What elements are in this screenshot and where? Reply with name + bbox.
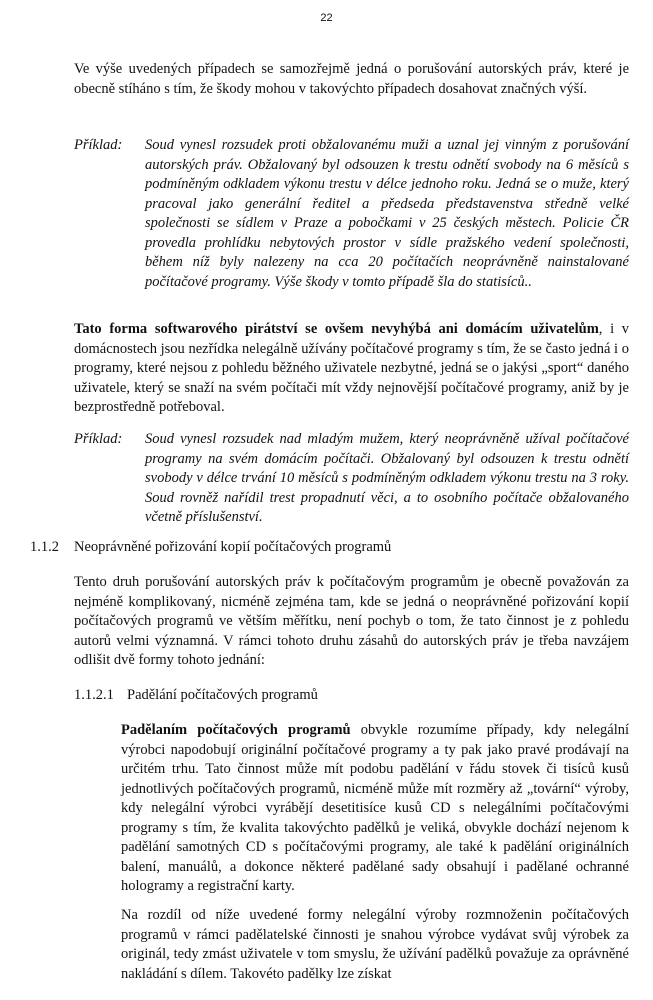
paragraph-text: obvykle rozumíme případy, kdy nelegální výrobci napodobují originální počítačové programy a ty pak jako pravé prodávají na určitém trhu. Tato činnost může mít podobu padělání v řádu stovek či tisíců kusů jednotlivých počítačových programů, nicméně může mít rozměry až „tovární“ výroby, kdy nelegální výrobci vyrábějí desetitisíce kusů CD s nelegálními počítačovými programy s tím, že kvalita takovýchto padělků je veliká, obvykle dochází nejenom k padělání samotných CD s počítačovými programy, ale také k padělání originálních balení, manuálů, a dokonce některé padělané sady obsahují i padělané ochranné hologramy a registrační karty. <box>121 722 630 894</box>
section-number: 1.1.2.1 <box>74 687 114 703</box>
paragraph-home-users <box>74 320 629 418</box>
section-title: Neoprávněné pořizování kopií počítačových programů <box>74 539 392 555</box>
paragraph-copying: Tento druh porušování autorských práv k počítačovým programům je obecně považován za nejméně komplikovaný, nicméně zejména tam, kde se jedná o neoprávněné pořizování kopií počítačových programů ve větším měřítku, není pochyb o tom, že tato činnost je z pohledu autorů velmi významná. V rámci tohoto druhu zásahů do autorských práv je třeba navzájem odlišit dvě formy tohoto jednání: <box>74 574 629 668</box>
paragraph-difference: Na rozdíl od níže uvedené formy nelegální výroby rozmnoženin počítačových programů v rámci padělatelské činnosti je snahou výrobce vydávat svůj výrobek za originál, tedy zmást uživatele v tom smyslu, že užívání padělků považuje za oprávněné nakládání s dílem. Takovéto padělky lze získat <box>121 907 629 982</box>
section-title: Padělání počítačových programů <box>127 687 318 703</box>
example-text: Soud vynesl rozsudek proti obžalovanému muži a uznal jej vinným z porušování autorských práv. Obžalovaný byl odsouzen k trestu odnětí svobody na 6 měsíců s podmíněným odkladem výkonu trestu v délce jednoho roku. Jedná se o muže, který pracoval jako generální ředitel a předseda představenstva středně velké společnosti se sídlem v Praze a pobočkami v 25 českých městech. Policie ČR provedla prohlídku nebytových prostor v sídle pražského vedení společnosti, během níž byly nalezeny na cca 20 počítačích neoprávněně nainstalované počítačové programy. Výše škody v tomto případě šla do statisíců.. <box>145 137 629 290</box>
section-heading-1-1-2 <box>30 538 630 558</box>
example-block-1 <box>74 136 629 292</box>
example-block-2 <box>74 430 629 528</box>
section-heading-1-1-2-1 <box>74 686 629 706</box>
example-label: Příklad: <box>74 431 123 447</box>
paragraph-bold-lead: Tato forma softwarového pirátství se ovšem nevyhýbá ani domácím uživatelům <box>74 321 599 337</box>
paragraph-counterfeiting <box>121 721 629 897</box>
example-label: Příklad: <box>74 137 123 153</box>
paragraph-bold-lead: Padělaním počítačových programů <box>121 722 351 738</box>
example-text: Soud vynesl rozsudek nad mladým mužem, který neoprávněně užíval počítačové programy na svém domácím počítači. Obžalovaný byl odsouzen k trestu odnětí svobody v délce trvání 10 měsíců s podmíněným odkladem výkonu trestu na 3 roky. Soud rovněž nařídil trest propadnutí věci, a to osobního počítače obžalovaného včetně příslušenství. <box>145 431 629 525</box>
page-number: 22 <box>320 12 333 24</box>
section-number: 1.1.2 <box>30 539 59 555</box>
paragraph-intro: Ve výše uvedených případech se samozřejmě jedná o porušování autorských práv, které je obecně stíháno s tím, že škody mohou v takovýchto případech dosahovat značných výší. <box>74 61 629 97</box>
paragraph-text: , i v domácnostech jsou nezřídka nelegálně užívány počítačové programy s tím, že se často jedná i o programy, které nejsou z pohledu běžného uživatele nezbytné, jedná se o jakýsi „sport“ daného uživatele, který se snaží na svém počítači mít vždy nejnovější počítačové programy, aniž by je bezprostředně potřeboval. <box>74 321 630 415</box>
